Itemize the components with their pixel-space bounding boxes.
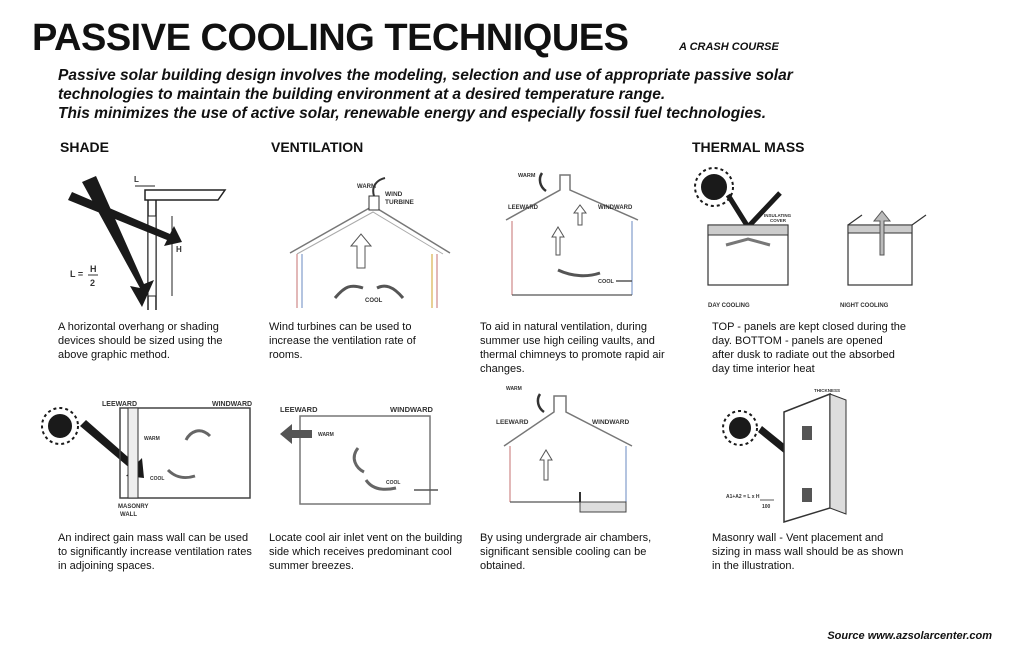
- overhang: [145, 190, 225, 200]
- label-leeward: LEEWARD: [102, 401, 137, 408]
- turbine: [369, 196, 379, 210]
- sun-icon: [47, 413, 73, 439]
- caption-shade: A horizontal overhang or shading devices should be sized using the above graphic method.: [58, 321, 223, 361]
- label-warm: WARM: [144, 436, 160, 442]
- label-formula: A1+A2 = L x H: [726, 494, 760, 500]
- indirect-gain-diagram: [40, 396, 265, 528]
- formula-h: H: [90, 264, 97, 274]
- heading-thermal-mass: THERMAL MASS: [692, 139, 805, 155]
- label-cool: COOL: [150, 476, 165, 482]
- sun-icon: [700, 173, 728, 201]
- label-windward: WINDWARD: [598, 205, 633, 211]
- dim-l-label: L: [134, 175, 139, 184]
- caption-thermal-panels: TOP - panels are kept closed during the day. BOTTOM - panels are opened after dusk to radiate out the absorbed day time interior heat: [712, 321, 907, 375]
- caption-inlet-vent: Locate cool air inlet vent on the building side which receives predominant cool summer breezes.: [269, 532, 463, 572]
- label-windward: WINDWARD: [592, 419, 630, 426]
- label-formula-den: 100: [762, 504, 771, 510]
- heading-shade: SHADE: [60, 139, 110, 155]
- label-day-cooling: DAY COOLING: [708, 303, 750, 309]
- label-windward: WINDWARD: [390, 405, 433, 414]
- intro-text: [58, 66, 958, 123]
- formula-2: 2: [90, 278, 96, 288]
- label-cover: COVER: [770, 218, 787, 223]
- label-thickness: THICKNESS: [814, 388, 841, 393]
- caption-wind-turbine: Wind turbines can be used to increase the ventilation rate of rooms.: [269, 321, 416, 361]
- thermal-chimney-diagram: [498, 165, 648, 300]
- label-warm: WARM: [318, 432, 334, 438]
- label-warm: WARM: [357, 184, 376, 190]
- label-warm: WARM: [506, 386, 522, 392]
- label-night-cooling: NIGHT COOLING: [840, 303, 889, 309]
- intro-line: Passive solar building design involves the modeling, selection and use of appropriate passive solar: [58, 67, 793, 84]
- air-arrow: [351, 234, 371, 268]
- label-masonry: MASONRY: [118, 504, 149, 510]
- shade-diagram: [60, 162, 250, 317]
- inlet-vent-diagram: [278, 402, 448, 512]
- intro-line: technologies to maintain the building environment at a desired temperature range.: [58, 86, 666, 103]
- air-chamber-diagram: [496, 380, 646, 520]
- label-leeward: LEEWARD: [280, 405, 318, 414]
- caption-indirect-gain: An indirect gain mass wall can be used to significantly increase ventilation rates in adjoining spaces.: [58, 532, 252, 572]
- label-wall: WALL: [120, 512, 137, 518]
- label-warm: WARM: [518, 173, 536, 179]
- label-insulating: INSULATING: [764, 213, 792, 218]
- caption-air-chambers: By using undergrade air chambers, significant sensible cooling can be obtained.: [480, 532, 652, 572]
- label-windward: WINDWARD: [212, 401, 253, 408]
- page-title: PASSIVE COOLING TECHNIQUES: [32, 17, 629, 59]
- caption-masonry-wall: Masonry wall - Vent placement and sizing in mass wall should be as shown in the illustration.: [712, 532, 904, 572]
- source-credit: Source www.azsolarcenter.com: [827, 630, 992, 642]
- dim-h-label: H: [176, 245, 182, 254]
- label-wind: WIND: [385, 191, 403, 198]
- wind-turbine-diagram: [285, 168, 450, 313]
- thermal-panels-diagram: [690, 165, 930, 310]
- page-subtitle: A CRASH COURSE: [679, 41, 779, 53]
- heading-ventilation: VENTILATION: [271, 139, 364, 155]
- wall-face: [784, 394, 830, 522]
- formula-l: L =: [70, 269, 84, 279]
- warm-arrow: [280, 424, 312, 444]
- air-chamber: [580, 502, 626, 512]
- sun-icon: [728, 416, 752, 440]
- label-leeward: LEEWARD: [496, 419, 529, 426]
- label-cool: COOL: [365, 298, 383, 304]
- label-turbine: TURBINE: [385, 199, 414, 206]
- label-cool: COOL: [386, 480, 401, 486]
- masonry-wall-diagram: [720, 388, 880, 523]
- label-leeward: LEEWARD: [508, 205, 538, 211]
- caption-thermal-chimney: To aid in natural ventilation, during summer use high ceiling vaults, and thermal chimneys to promote rapid air changes.: [480, 321, 665, 375]
- intro-line: This minimizes the use of active solar, renewable energy and especially fossil fuel technologies.: [58, 105, 767, 122]
- label-cool: COOL: [598, 279, 614, 285]
